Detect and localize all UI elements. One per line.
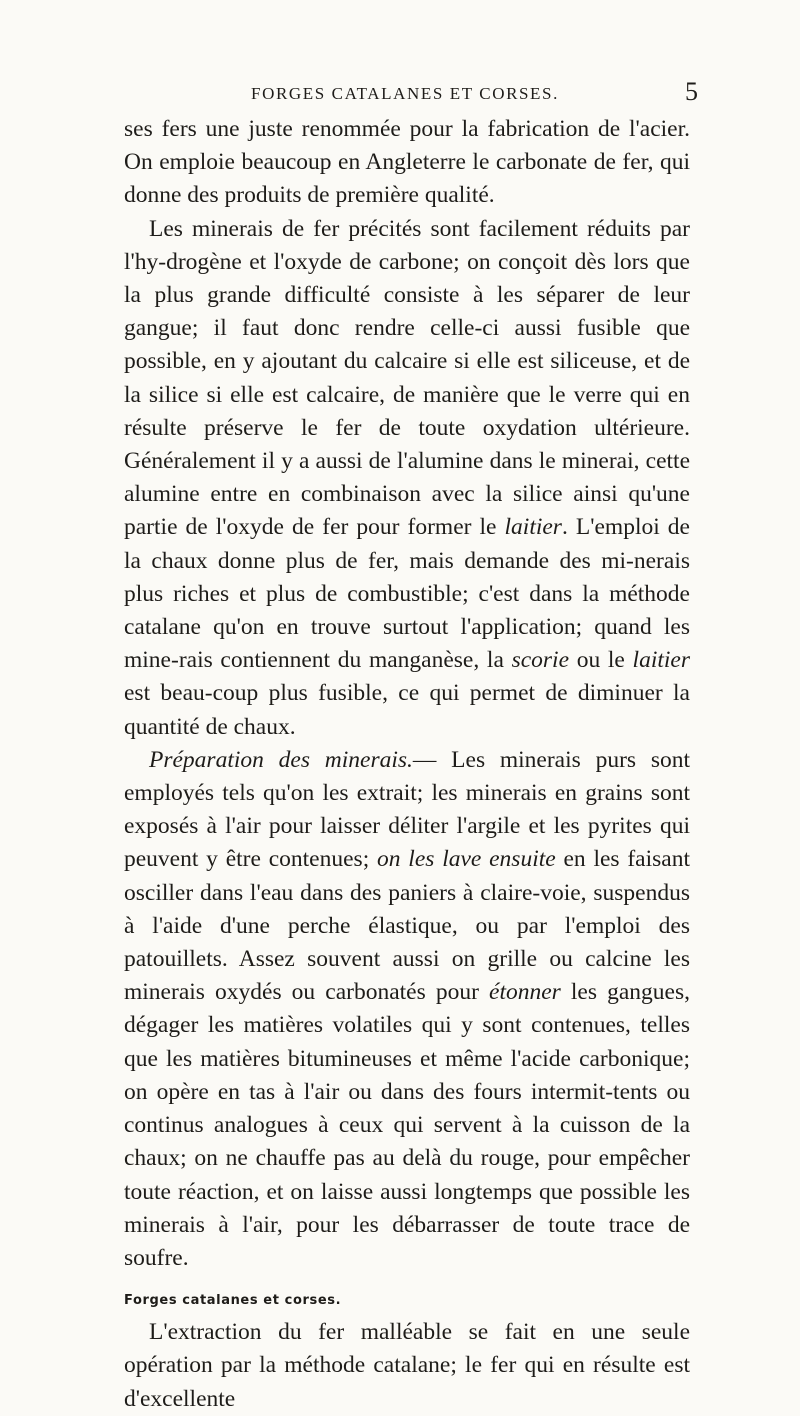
running-title: FORGES CATALANES ET CORSES. <box>251 84 559 103</box>
paragraph-reduction <box>124 213 690 744</box>
term-lave: on les lave ensuite <box>377 846 556 873</box>
text-run: Les minerais de fer précités sont facilement réduits par l'hy-drogène et l'oxyde de carbone; on conçoit dès lors que la plus grande difficulté consiste à les séparer de leur gangue; il faut donc rendre celle-ci aussi fusible que possible, en y ajoutant du calcaire si elle est siliceuse, et de la silice si elle est calcaire, de manière que le verre qui en résulte préserve le fer de toute oxydation ultérieure. Généralement il y a aussi de l'alumine dans le minerai, cette alumine entre en combinaison avec la silice ainsi qu'une partie de l'oxyde de fer pour former le <box>124 215 690 541</box>
term-laitier: laitier <box>632 647 690 674</box>
section-heading: Forges catalanes et corses. <box>124 1293 342 1309</box>
term-scorie: scorie <box>511 647 569 674</box>
text-run: les gangues, dégager les matières volatiles qui y sont contenues, telles que les matières bitumineuses et même l'acide carbonique; on opère en tas à l'air ou dans des fours intermit-tents ou continus analogues à ceux qui servent à la cuisson de la chaux; on ne chauffe pas au delà du rouge, pour empêcher toute réaction, et on laisse aussi longtemps que possible les minerais à l'air, pour les débarrasser de toute trace de soufre. <box>124 979 690 1271</box>
paragraph-preparation <box>124 744 690 1275</box>
body-text <box>124 113 690 1416</box>
text-run: en les faisant osciller dans l'eau dans des paniers à claire-voie, suspendus à l'aide d'une perche élastique, ou par l'emploi des patouillets. Assez souvent aussi on grille ou calcine les minerais oxydés ou carbonatés pour <box>124 846 690 1006</box>
running-head <box>120 77 698 112</box>
term-etonner: étonner <box>489 979 561 1006</box>
term-laitier: laitier <box>504 514 562 541</box>
text-run: ou le <box>569 647 633 674</box>
page-number: 5 <box>685 77 698 106</box>
text-run: est beau-coup plus fusible, ce qui permet de diminuer la quantité de chaux. <box>124 680 690 740</box>
run-in-heading: Préparation des minerais. <box>149 746 413 773</box>
text-run: — Les minerais purs sont employés tels qu'on les extrait; les minerais en grains sont exposés à l'air pour laisser déliter l'argile et les pyrites qui peuvent y être contenues; <box>124 746 690 873</box>
paragraph-extraction: L'extraction du fer malléable se fait en une seule opération par la méthode catalane; le fer qui en résulte est d'excellente <box>124 1319 690 1412</box>
paragraph-carbonate: ses fers une juste renommée pour la fabrication de l'acier. On emploie beaucoup en Angleterre le carbonate de fer, qui donne des produits de première qualité. <box>124 116 690 209</box>
text-run: . L'emploi de la chaux donne plus de fer, mais demande des mi-nerais plus riches et plus de combustible; c'est dans la méthode catalane qu'on en trouve surtout l'application; quand les mine-rais contiennent du manganèse, la <box>124 514 690 674</box>
